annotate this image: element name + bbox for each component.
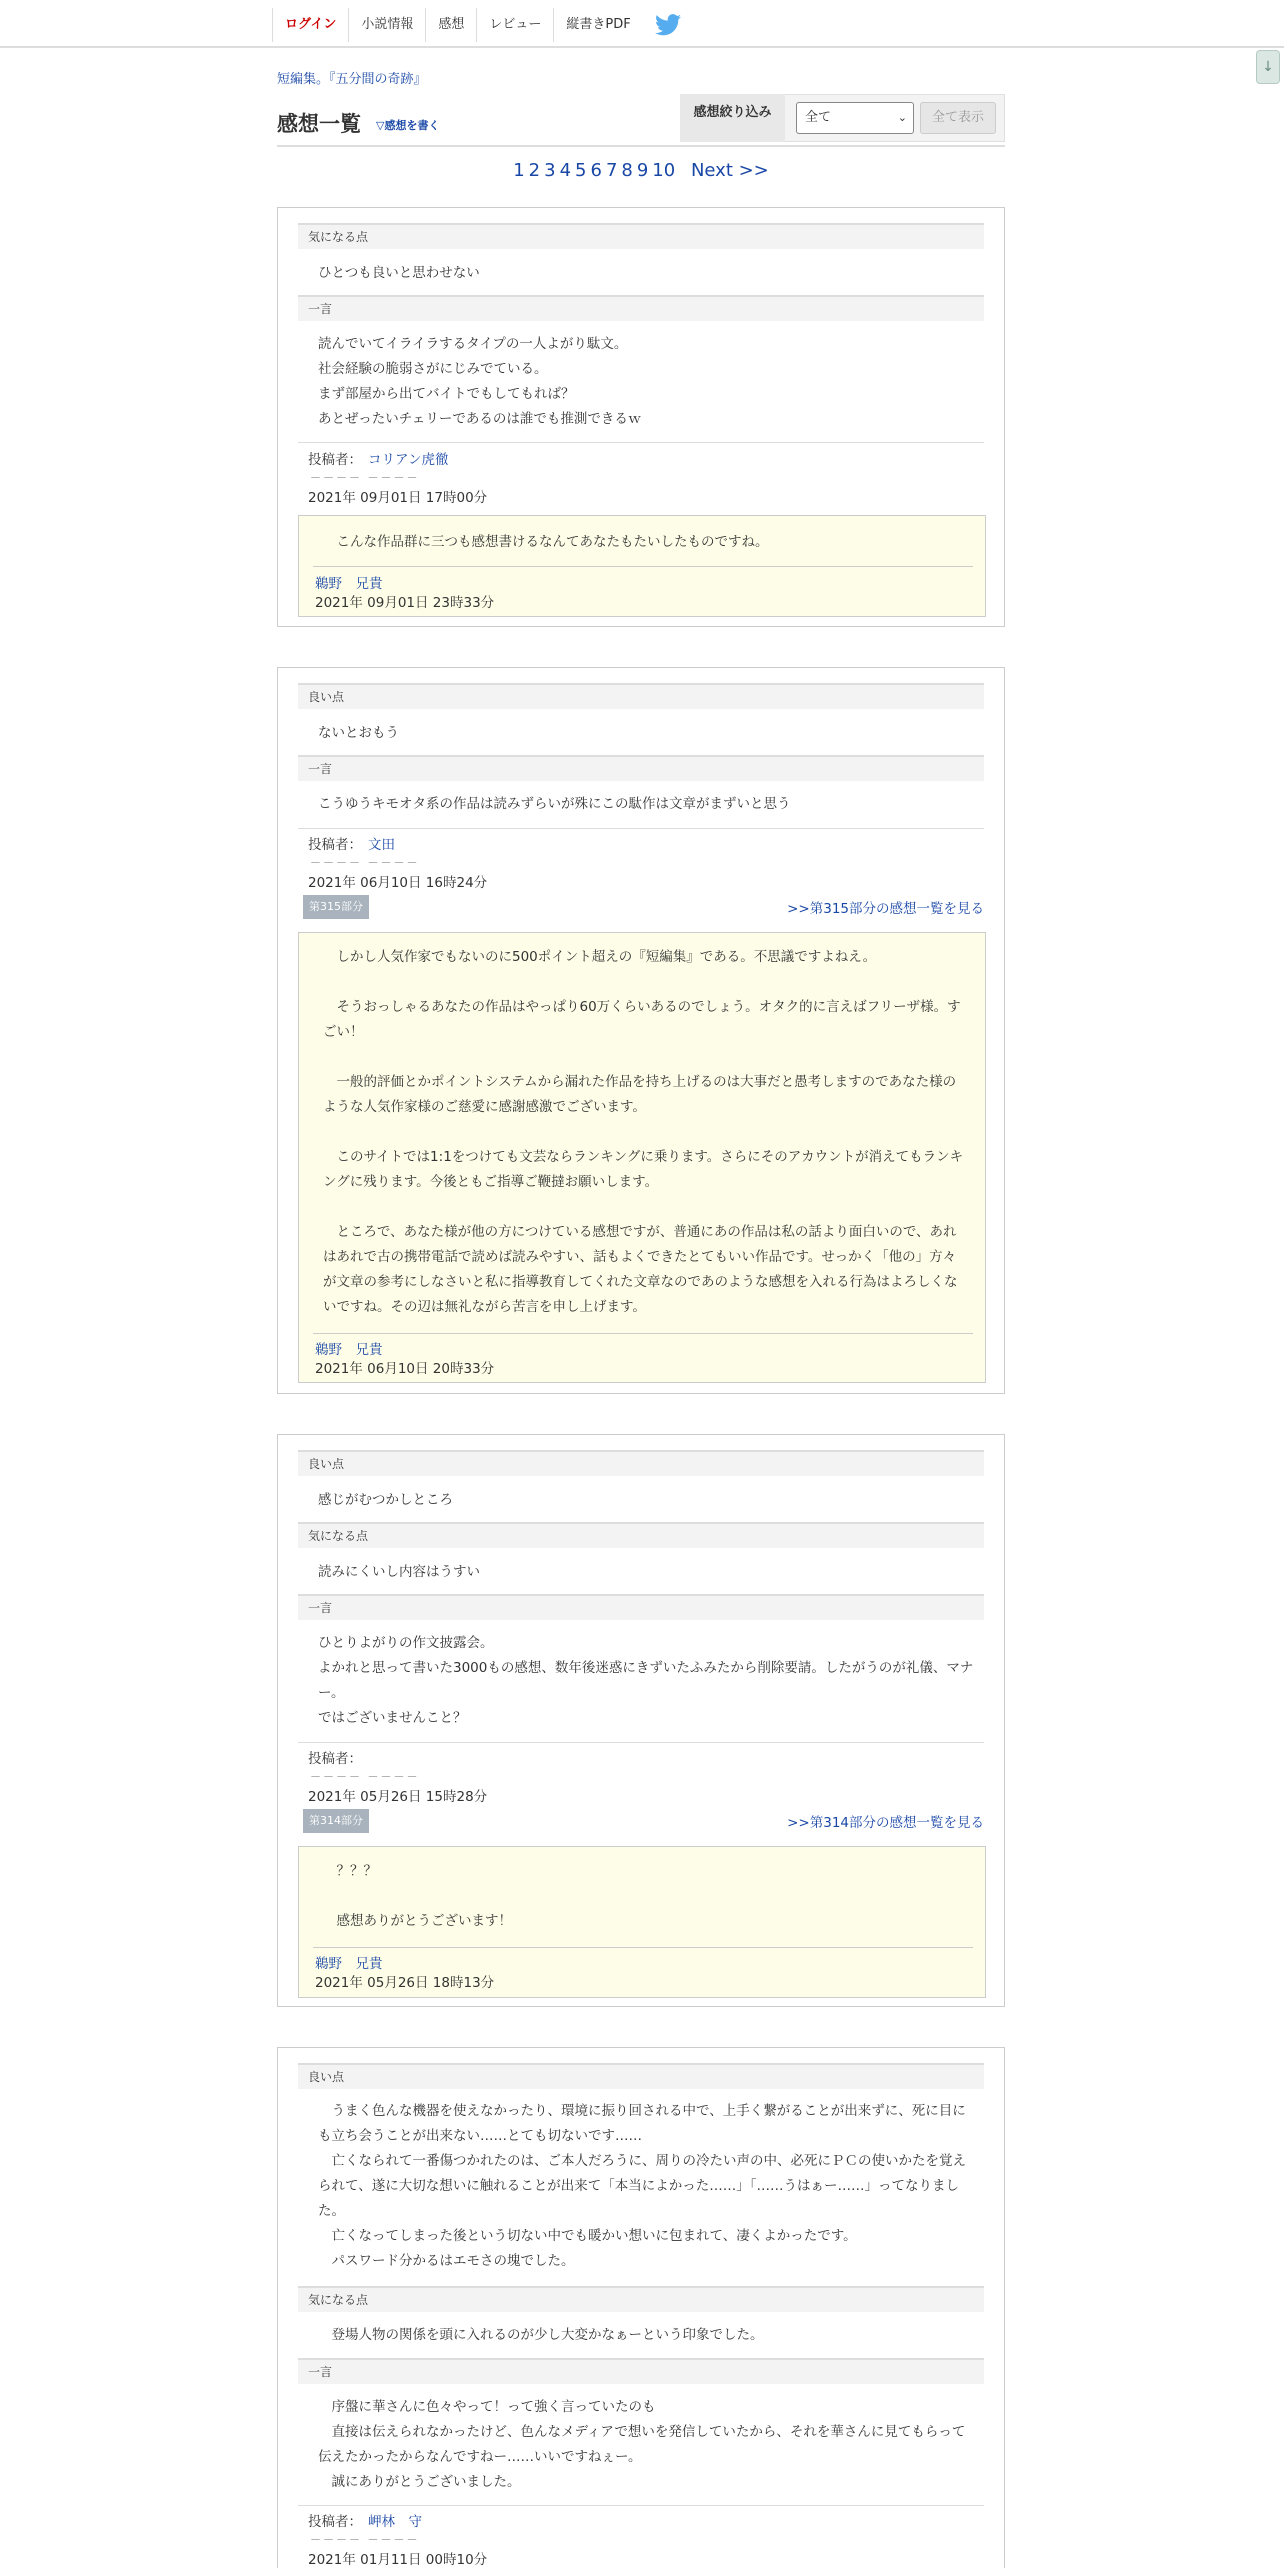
page-link[interactable]: 9 bbox=[636, 160, 649, 181]
author-dashes: －－－－ －－－－ bbox=[310, 856, 420, 869]
nav-impressions[interactable]: 感想 bbox=[425, 8, 476, 42]
nav-menu bbox=[272, 8, 681, 42]
part-badge: 第315部分 bbox=[303, 895, 369, 919]
section-body: 読んでいてイライラするタイプの一人よがり駄文。 社会経験の脆弱さがにじみでている。 まず部屋から出てバイトでもしてもれば？ あとぜったいチェリーであるのは誰でも推測できるｗ bbox=[318, 336, 642, 427]
page-link[interactable]: 8 bbox=[621, 160, 633, 181]
author-label: 投稿者： bbox=[308, 452, 362, 468]
reply-date: 2021年 06月10日 20時33分 bbox=[315, 1361, 495, 1377]
section-header: 一言 bbox=[298, 1594, 984, 1620]
section-body: うまく色んな機器を使えなかったり、環境に振り回される中で、上手く繋がることが出来ずに、死に目にも立ち会うことが出来ない……とても切ないです…… 亡くなられて一番傷つかれたのは、ご本人だろうに、周りの冷たい声の中、必死にＰＣの使いかたを覚えられて、遂に大切な想いに触れることが出来て「本当によかった……」「……うはぁー……」ってなりました。 亡くなってしまった後という切ない中でも暖かい想いに包まれて、凄くよかったです。 パスワード分かるはエモさの塊でした。 bbox=[318, 2103, 966, 2269]
section-header: 一言 bbox=[298, 2358, 984, 2384]
author-reply bbox=[298, 932, 986, 1383]
section-body: 序盤に華さんに色々やって！って強く言っていたのも 直接は伝えられなかったけど、色んなメディアで想いを発信していたから、それを華さんに見てもらって伝えたかったからなんですねー……いいですねぇー。 誠にありがとうございました。 bbox=[318, 2399, 966, 2490]
page-link[interactable]: 4 bbox=[559, 160, 572, 181]
section-body: こうゆうキモオタ系の作品は読みずらいが殊にこの駄作は文章がまずいと思う bbox=[318, 796, 791, 812]
section-body: ひとつも良いと思わせない bbox=[318, 265, 480, 281]
section-header: 一言 bbox=[298, 755, 984, 781]
reply-divider bbox=[313, 1333, 973, 1334]
post-date: 2021年 06月10日 16時24分 bbox=[308, 875, 488, 891]
post-date: 2021年 09月01日 17時00分 bbox=[308, 490, 488, 506]
section-header: 一言 bbox=[298, 295, 984, 321]
show-all-button[interactable]: 全て表示 bbox=[920, 102, 996, 134]
author-link[interactable]: コリアン虎徹 bbox=[368, 452, 449, 468]
section-body: 感じがむつかしところ bbox=[318, 1492, 453, 1508]
nav-reviews[interactable]: レビュー bbox=[476, 8, 553, 42]
author-label: 投稿者： bbox=[308, 837, 362, 853]
breadcrumb[interactable]: 短編集。『五分間の奇跡』 bbox=[277, 72, 427, 87]
section-header: 良い点 bbox=[298, 683, 984, 709]
divider bbox=[298, 1742, 984, 1743]
post-date: 2021年 05月26日 15時28分 bbox=[308, 1789, 488, 1805]
section-body: ひとりよがりの作文披露会。 よかれと思って書いた3000もの感想、数年後迷惑にきずいたふみたから削除要請。したがうのが礼儀、マナー。 ではございませんこと？ bbox=[318, 1635, 974, 1726]
reply-body: ？？？ 感想ありがとうございます！ bbox=[336, 1863, 512, 1929]
author-line bbox=[308, 1747, 368, 1767]
part-badge: 第314部分 bbox=[303, 1809, 369, 1833]
nav-vertical-pdf[interactable]: 縦書きPDF bbox=[553, 8, 642, 42]
author-dashes: －－－－ －－－－ bbox=[310, 1770, 420, 1783]
header-divider bbox=[277, 145, 1005, 147]
filter-select-value: 全て bbox=[805, 110, 832, 125]
twitter-icon[interactable] bbox=[655, 14, 681, 36]
reply-date: 2021年 09月01日 23時33分 bbox=[315, 595, 495, 611]
page-title: 感想一覧 bbox=[277, 112, 361, 136]
divider bbox=[298, 828, 984, 829]
author-dashes: －－－－ －－－－ bbox=[310, 471, 420, 484]
part-impressions-link[interactable]: >>第315部分の感想一覧を見る bbox=[787, 901, 984, 917]
reply-author-link[interactable]: 鵜野 兄貴 bbox=[315, 576, 383, 592]
page-link[interactable]: 3 bbox=[544, 160, 556, 181]
post-date: 2021年 01月11日 00時10分 bbox=[308, 2552, 488, 2568]
section-body: 登場人物の関係を頭に入れるのが少し大変かなぁーという印象でした。 bbox=[318, 2327, 764, 2343]
page-link[interactable]: 10 bbox=[652, 160, 676, 181]
author-reply bbox=[298, 515, 986, 617]
page-link[interactable]: 6 bbox=[590, 160, 602, 181]
part-impressions-link[interactable]: >>第314部分の感想一覧を見る bbox=[787, 1815, 984, 1831]
author-dashes: －－－－ －－－－ bbox=[310, 2533, 420, 2546]
section-header: 気になる点 bbox=[298, 223, 984, 249]
section-header: 気になる点 bbox=[298, 2286, 984, 2312]
reply-author-link[interactable]: 鵜野 兄貴 bbox=[315, 1956, 383, 1972]
author-line bbox=[308, 448, 448, 468]
pagination bbox=[277, 160, 1005, 181]
review-card bbox=[277, 667, 1005, 1394]
filter-label: 感想絞り込み bbox=[680, 94, 785, 142]
review-card bbox=[277, 1434, 1005, 2007]
section-header: 良い点 bbox=[298, 1450, 984, 1476]
scroll-down-button[interactable]: ↓ bbox=[1256, 50, 1280, 84]
review-card bbox=[277, 207, 1005, 627]
top-navigation-bar bbox=[0, 0, 1284, 48]
review-card bbox=[277, 2047, 1005, 2568]
section-header: 良い点 bbox=[298, 2063, 984, 2089]
write-impression-link[interactable]: ▽感想を書く bbox=[376, 119, 440, 132]
section-body: 読みにくいし内容はうすい bbox=[318, 1564, 480, 1580]
nav-novel-info[interactable]: 小説情報 bbox=[348, 8, 425, 42]
section-body: ないとおもう bbox=[318, 725, 399, 741]
page-link[interactable]: 7 bbox=[605, 160, 618, 181]
author-label: 投稿者： bbox=[308, 1751, 362, 1767]
page-link[interactable]: 2 bbox=[528, 160, 541, 181]
author-line bbox=[308, 2510, 422, 2530]
reply-body: こんな作品群に三つも感想書けるなんてあなたもたいしたものですね。 bbox=[323, 534, 769, 550]
page-link[interactable]: 5 bbox=[575, 160, 587, 181]
author-reply bbox=[298, 1846, 986, 1998]
reply-body: しかし人気作家でもないのに500ポイント超えの『短編集』である。不思議ですよねえ。 そうおっしゃるあなたの作品はやっぱり60万くらいあるのでしょう。オタク的に言えばフリーザ様。すごい！ 一般的評価とかポイントシステムから漏れた作品を持ち上げるのは大事だと愚考しますのであなた様のような人気作家様のご慈愛に感謝感激でございます。 このサイトでは1:1をつけても文芸ならランキングに乗ります。さらにそのアカウントが消えてもランキングに残ります。今後ともご指導ご鞭撻お願いします。 ところで、あなた様が他の方につけている感想ですが、普通にあの作品は私の話より面白いので、あれはあれで古の携帯電話で読めば読みやすい、話もよくできたとてもいい作品です。せっかく「他の」方々が文章の参考にしなさいと私に指導教育してくれた文章なのであのような感想を入れる行為はよろしくないですね。その辺は無礼ながら苦言を申し上げます。 bbox=[323, 949, 964, 1315]
section-header: 気になる点 bbox=[298, 1522, 984, 1548]
reply-divider bbox=[313, 1947, 973, 1948]
divider bbox=[298, 2505, 984, 2506]
reply-divider bbox=[313, 566, 973, 567]
divider bbox=[298, 442, 984, 443]
filter-select[interactable] bbox=[796, 102, 914, 134]
next-page-link[interactable]: Next >> bbox=[690, 160, 769, 181]
author-label: 投稿者： bbox=[308, 2514, 362, 2530]
nav-login[interactable]: ログイン bbox=[272, 8, 348, 42]
author-link[interactable]: 岬林 守 bbox=[368, 2514, 422, 2530]
page-link[interactable]: 1 bbox=[513, 160, 525, 181]
author-line bbox=[308, 833, 395, 853]
chevron-down-icon: ⌄ bbox=[897, 111, 907, 124]
author-link[interactable]: 文田 bbox=[368, 837, 395, 853]
reply-author-link[interactable]: 鵜野 兄貴 bbox=[315, 1342, 383, 1358]
reply-date: 2021年 05月26日 18時13分 bbox=[315, 1975, 495, 1991]
